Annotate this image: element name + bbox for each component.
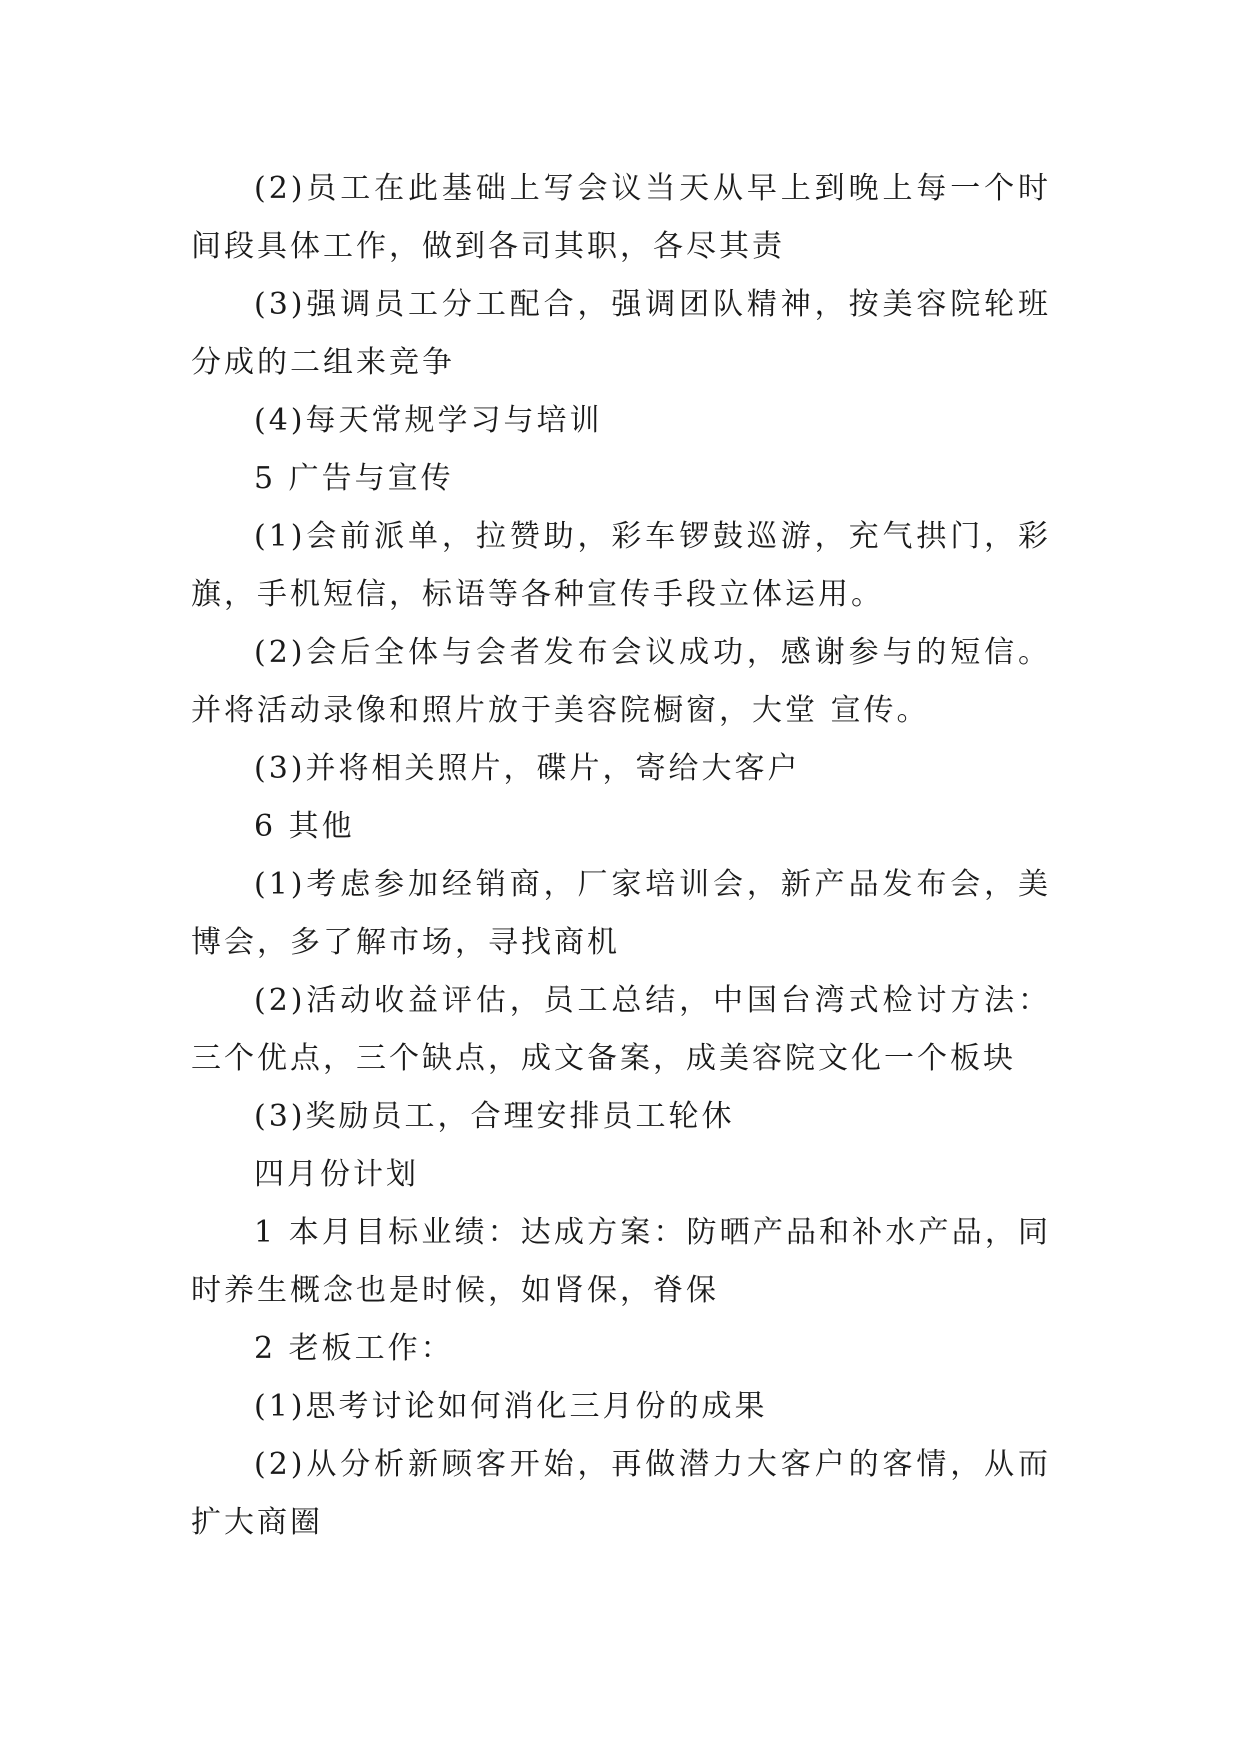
paragraph-staff-rewards: (3)奖励员工，合理安排员工轮休 [254, 1099, 735, 1134]
paragraph-teamwork: (3)强调员工分工配合，强调团队精神，按美容院轮班分成的二组来竞争 [191, 287, 1051, 380]
section-heading-april-plan: 四月份计划 [254, 1157, 419, 1192]
paragraph-post-event-message: (2)会后全体与会者发布会议成功，感谢参与的短信。并将活动录像和照片放于美容院橱窗，大堂 宣传。 [191, 635, 1051, 728]
section-heading-boss-work: 2 老板工作： [254, 1331, 454, 1366]
paragraph-evaluation: (2)活动收益评估，员工总结，中国台湾式检讨方法：三个优点，三个缺点，成文备案，成美容院文化一个板块 [191, 983, 1051, 1076]
document-body [191, 160, 1051, 1552]
section-heading-other: 6 其他 [254, 809, 355, 844]
paragraph-pre-event-promotion: (1)会前派单，拉赞助，彩车锣鼓巡游，充气拱门，彩旗，手机短信，标语等各种宣传手段立体运用。 [191, 519, 1051, 612]
paragraph-expand-market: (2)从分析新顾客开始，再做潜力大客户的客情，从而扩大商圈 [191, 1447, 1051, 1540]
paragraph-daily-training: (4)每天常规学习与培训 [254, 403, 603, 438]
paragraph-digest-results: (1)思考讨论如何消化三月份的成果 [254, 1389, 768, 1424]
paragraph-staff-schedule: (2)员工在此基础上写会议当天从早上到晚上每一个时间段具体工作，做到各司其职，各尽其责 [191, 171, 1051, 264]
section-heading-advertising: 5 广告与宣传 [254, 461, 454, 496]
paragraph-monthly-target: 1 本月目标业绩：达成方案：防晒产品和补水产品，同时养生概念也是时候，如肾保，脊保 [191, 1215, 1051, 1308]
paragraph-send-photos: (3)并将相关照片，碟片，寄给大客户 [254, 751, 801, 786]
paragraph-trade-shows: (1)考虑参加经销商，厂家培训会，新产品发布会，美博会，多了解市场，寻找商机 [191, 867, 1051, 960]
